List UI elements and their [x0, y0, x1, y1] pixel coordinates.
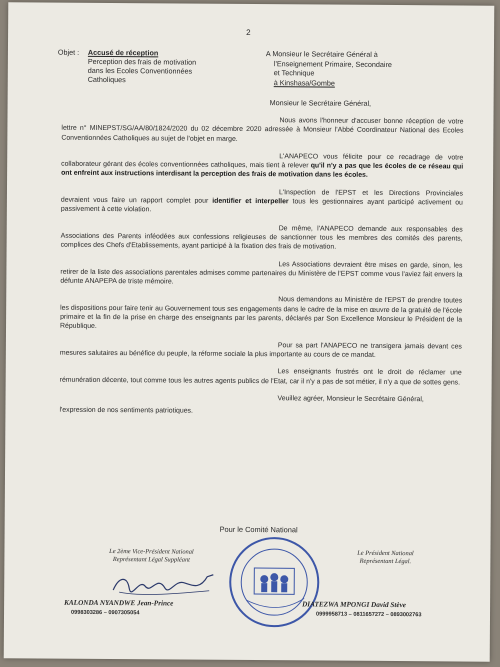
paragraph: Nous avons l'honneur d'accuser bonne réception de votre lettre n° MINEPST/SG/AA/80/1824/2020 du 02 décembre 2020 adressée à Monsieur l'Abbé Coordinateur National des Ecoles Conventionnées Catholiques au sujet de l'objet en marge. — [61, 117, 464, 143]
paragraph: L'Inspection de l'EPST et les Directions Provinciales devraient vous faire un rapport complet pour identifier et interpeller tous les gestionnaires ayant participé activement ou passivement à cette violation. — [60, 188, 463, 214]
letter-page — [4, 2, 495, 661]
vice-president-name: KALONDA NYANDWE Jean-Prince — [64, 598, 174, 608]
president-title: Le Président National Représentant Légal. — [357, 549, 414, 566]
page-number: 2 — [246, 27, 251, 38]
letter-body — [59, 115, 463, 426]
subject-line: dans les Ecoles Conventionnées — [87, 65, 193, 76]
signature-vice-president — [109, 570, 219, 599]
salutation: Monsieur le Secrétaire Général, — [269, 98, 372, 108]
paragraph: Nous demandons au Ministère de l'EPST de prendre toutes les dispositions pour faire tenir au Gouvernement tous ses engagements dans le cadre de la mise en œuvre de la gratuité de l'école primaire et la fin de la prise en charge des enseignants par les parents, déclarés par Son Excellence Monsieur le Président de la République. — [60, 296, 463, 331]
address-line: A Monsieur le Secrétaire Général à — [265, 49, 378, 59]
subject-line: Catholiques — [87, 74, 126, 85]
subject-title: Accusé de réception — [87, 47, 159, 58]
closing: Veuillez agréer, Monsieur le Secrétaire Général, — [277, 395, 424, 404]
subject-line: Perception des frais de motivation — [87, 56, 197, 67]
official-stamp — [226, 534, 323, 631]
subject-block — [58, 48, 248, 85]
closing-2: l'expression de nos sentiments patriotiques. — [59, 406, 193, 415]
vice-president-phone: 0998303286 – 0907305054 — [71, 609, 140, 617]
paragraph: Pour sa part l'ANAPECO ne transigera jamais devant ces mesures salutaires au bénéfice du peuple, la réforme sociale la plus importante au cours de ce mandat. — [59, 341, 462, 359]
address-city: à Kinshasa/Gombe — [273, 77, 335, 88]
paragraph: L'ANAPECO vous félicite pour ce recadrage de votre collaborateur gérant des écoles conventionnées catholiques, mais tient à relever qu'il n'y a pas que les écoles de ce réseau qui ont enfreint aux instructions interdisant la perception des frais de motivation dans les écoles. — [61, 153, 464, 180]
president-phone: 0999958713 – 0811657272 – 0893002763 — [316, 611, 422, 619]
vice-president-title: Le 2ème Vice-Président National Représentant Légal Suppléant — [109, 548, 194, 564]
address-line: et Technique — [273, 68, 315, 78]
president-name: DIATEZWA MPONGI David Stève — [302, 600, 407, 610]
address-line: l'Enseignement Primaire, Secondaire — [273, 58, 392, 69]
paragraph: Les enseignants frustrés ont le droit de réclamer une rémunération décente, tout comme tous les autres agents publics de l'Etat, car il n'y a pas de sot métier, il n'y a que de sottes gens. — [59, 368, 462, 387]
subject-label: Objet : — [57, 47, 80, 57]
committee-label: Pour le Comité National — [219, 524, 298, 535]
recipient-address — [266, 49, 466, 88]
paragraph: De même, l'ANAPECO demande aux responsables des Associations des Parents inféodées aux confessions religieuses de sanctionner tous les membres des comités des parents, complices des Chefs d'Etablissements, ayant participé à la fixation des frais de motivation. — [60, 224, 463, 251]
paragraph: Les Associations devraient être mises en garde, sinon, les retirer de la liste des associations parentales admises comme partenaires du Ministère de l'EPST comme vous l'aviez fait envers la défunte ANAPEPA de triste mémoire. — [60, 260, 463, 286]
